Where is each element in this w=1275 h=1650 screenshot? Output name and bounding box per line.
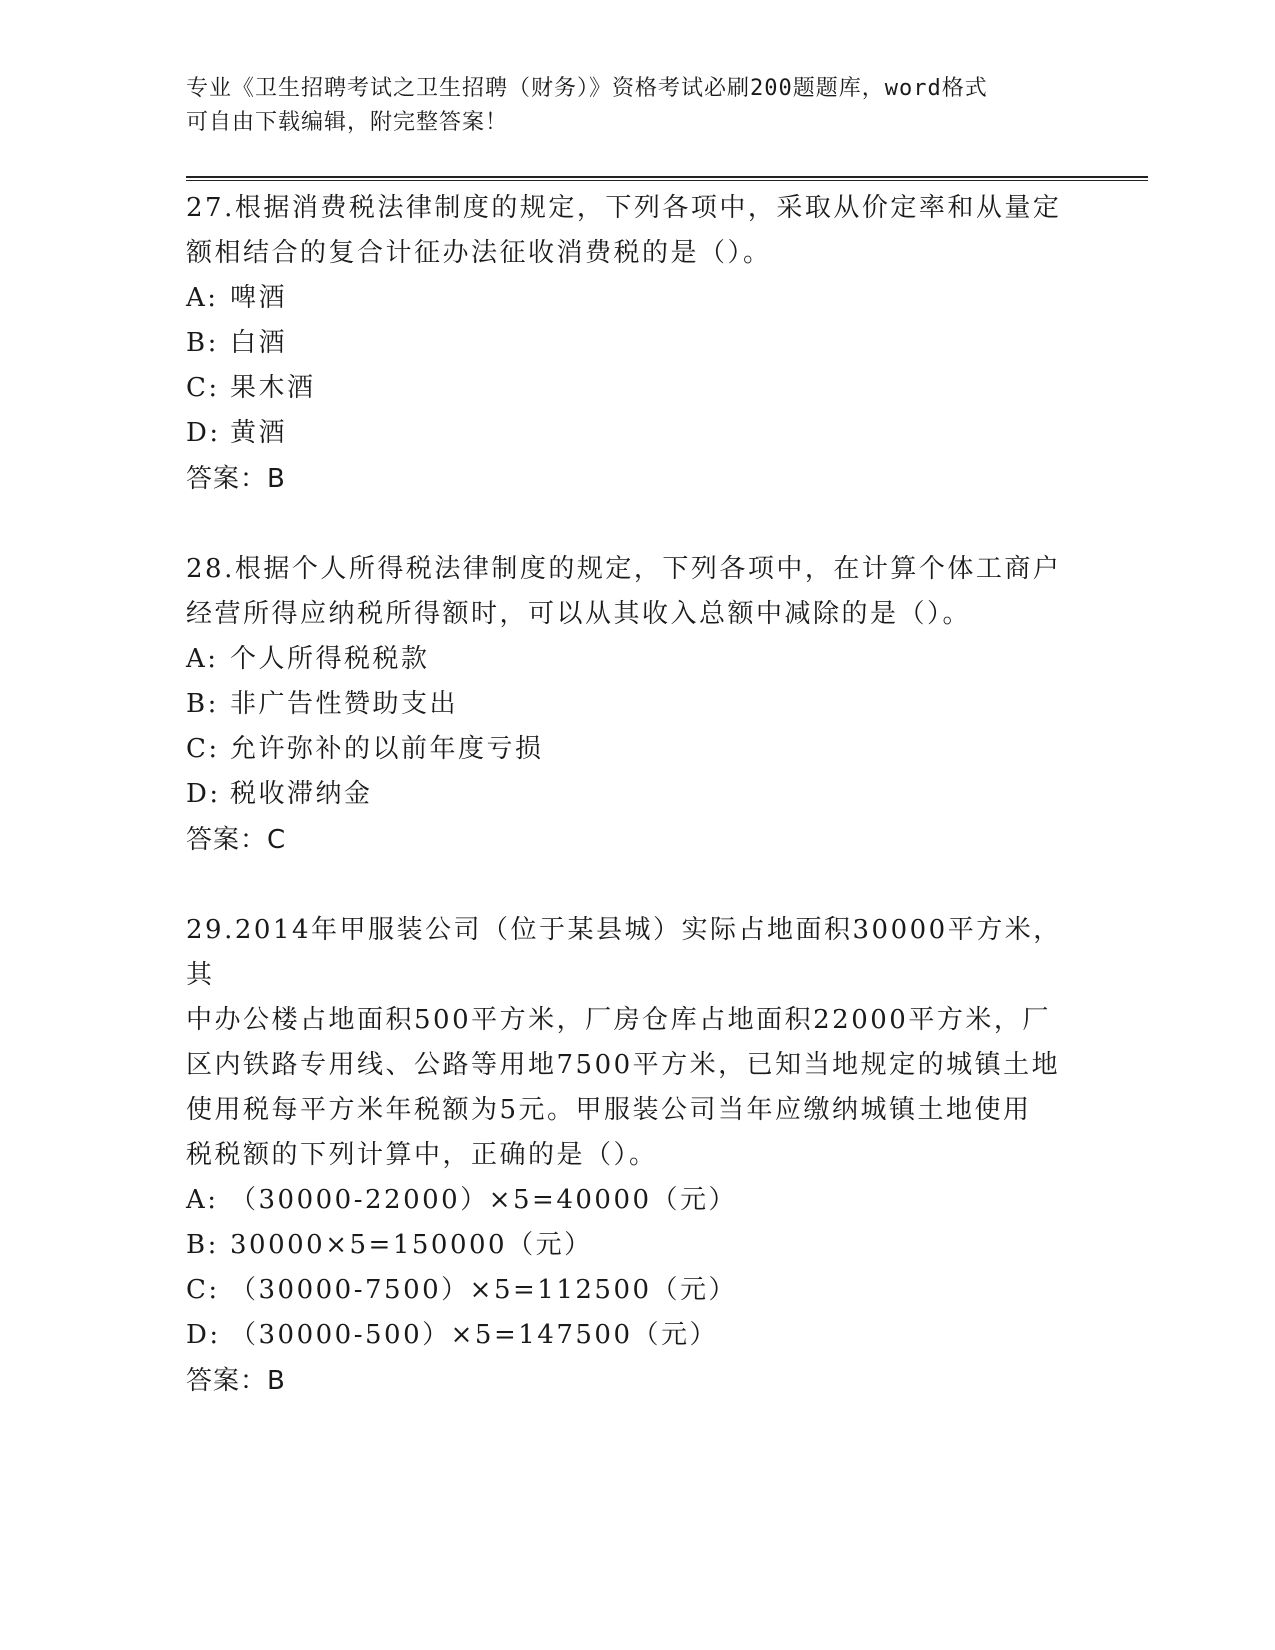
- option-letter: C:: [186, 1275, 220, 1305]
- option-text: 非广告性赞助支出: [230, 689, 459, 719]
- option-letter: B:: [186, 1230, 219, 1260]
- header-line-1: 专业《卫生招聘考试之卫生招聘（财务）》资格考试必刷200题题库，word格式: [186, 76, 988, 101]
- question-stem-line: 区内铁路专用线、公路等用地7500平方米，已知当地规定的城镇土地: [186, 1050, 1061, 1080]
- question-28: [186, 547, 1086, 863]
- option-a: [186, 1178, 1086, 1223]
- option-letter: C:: [186, 734, 220, 764]
- question-stem-line: 经营所得应纳税所得额时，可以从其收入总额中减除的是（）。: [186, 599, 972, 629]
- question-stem-line: 27.根据消费税法律制度的规定，下列各项中，采取从价定率和从量定: [186, 193, 1062, 223]
- question-stem-line: 28.根据个人所得税法律制度的规定，下列各项中，在计算个体工商户: [186, 554, 1062, 584]
- option-text: 果木酒: [230, 373, 316, 403]
- question-stem-line: 中办公楼占地面积500平方米，厂房仓库占地面积22000平方米，厂: [186, 1005, 1051, 1035]
- option-letter: A:: [186, 1185, 219, 1215]
- header-divider: [186, 176, 1148, 181]
- option-letter: A:: [186, 644, 219, 674]
- option-text: 白酒: [230, 328, 288, 358]
- option-letter: C:: [186, 373, 220, 403]
- option-text: （30000-500）×5=147500（元）: [230, 1320, 718, 1350]
- option-d: [186, 1313, 1086, 1358]
- option-b: [186, 321, 1086, 366]
- question-29: [186, 908, 1086, 1404]
- question-stem-line: 29.2014年甲服装公司（位于某县城）实际占地面积30000平方米，其: [186, 915, 1062, 990]
- option-a: [186, 276, 1086, 321]
- option-b: [186, 1223, 1086, 1268]
- option-letter: D:: [186, 1320, 221, 1350]
- question-stem-line: 使用税每平方米年税额为5元。甲服装公司当年应缴纳城镇土地使用: [186, 1095, 1032, 1125]
- header-line-2: 可自由下载编辑，附完整答案！: [186, 110, 509, 135]
- option-text: 黄酒: [230, 418, 288, 448]
- answer-line: 答案：C: [186, 825, 287, 855]
- option-c: [186, 727, 1086, 772]
- option-text: （30000-7500）×5=112500（元）: [230, 1275, 738, 1305]
- document-header: [186, 72, 1086, 140]
- option-a: [186, 637, 1086, 682]
- option-letter: B:: [186, 328, 219, 358]
- option-text: 啤酒: [230, 283, 288, 313]
- option-b: [186, 682, 1086, 727]
- question-stem-line: 税税额的下列计算中，正确的是（）。: [186, 1140, 658, 1170]
- option-d: [186, 411, 1086, 456]
- answer-line: 答案：B: [186, 1366, 286, 1396]
- option-letter: D:: [186, 418, 221, 448]
- option-letter: A:: [186, 283, 219, 313]
- option-letter: B:: [186, 689, 219, 719]
- question-list: [186, 186, 1086, 1449]
- option-d: [186, 772, 1086, 817]
- option-text: 税收滞纳金: [230, 779, 373, 809]
- option-text: （30000-22000）×5=40000（元）: [230, 1185, 738, 1215]
- option-c: [186, 1268, 1086, 1313]
- option-letter: D:: [186, 779, 221, 809]
- answer-line: 答案：B: [186, 464, 286, 494]
- question-27: [186, 186, 1086, 502]
- option-c: [186, 366, 1086, 411]
- option-text: 允许弥补的以前年度亏损: [230, 734, 544, 764]
- option-text: 30000×5=150000（元）: [230, 1230, 593, 1260]
- question-stem-line: 额相结合的复合计征办法征收消费税的是（）。: [186, 238, 772, 268]
- option-text: 个人所得税税款: [230, 644, 430, 674]
